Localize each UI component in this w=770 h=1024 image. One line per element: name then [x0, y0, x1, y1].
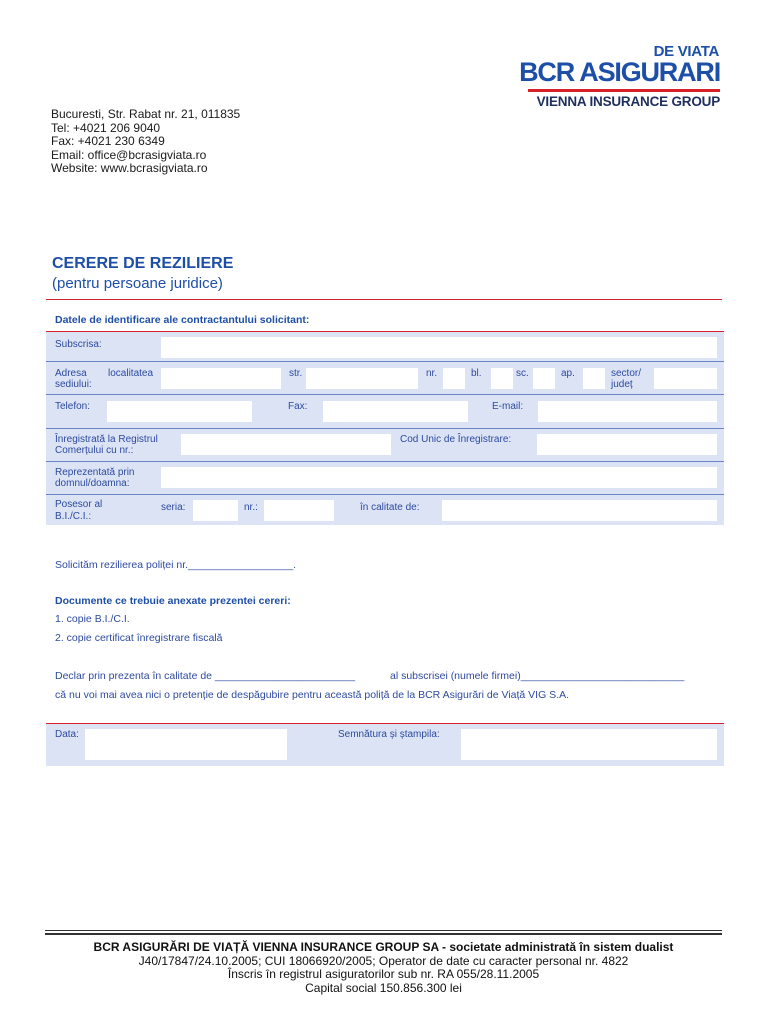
- row-separator: [46, 428, 724, 429]
- sc-input[interactable]: [533, 368, 555, 389]
- logo-sub-text: VIENNA INSURANCE GROUP: [536, 94, 720, 109]
- declaration-line1-part2: al subscrisei (numele firmei)____________________________: [390, 670, 685, 682]
- in-calitate-input[interactable]: [442, 500, 717, 521]
- footer-divider: [45, 930, 722, 931]
- ap-input[interactable]: [583, 368, 605, 389]
- reprezentata-input[interactable]: [161, 467, 717, 488]
- seria-input[interactable]: [193, 500, 238, 521]
- fax-input[interactable]: [323, 401, 468, 422]
- bi-nr-input[interactable]: [264, 500, 334, 521]
- semnatura-label: Semnătura și ștampila:: [338, 729, 440, 740]
- bi-nr-label: nr.:: [244, 502, 258, 513]
- contact-website: Website: www.bcrasigviata.ro: [51, 161, 208, 175]
- title-divider: [46, 299, 722, 300]
- str-input[interactable]: [306, 368, 418, 389]
- row-separator: [46, 394, 724, 395]
- footer-divider-thick: [45, 933, 722, 935]
- row-separator: [46, 461, 724, 462]
- ap-label: ap.: [561, 368, 575, 379]
- row-separator: [46, 361, 724, 362]
- bl-input[interactable]: [491, 368, 513, 389]
- bl-label: bl.: [471, 368, 482, 379]
- telefon-label: Telefon:: [55, 401, 91, 412]
- declaration-line2: că nu voi mai avea nici o pretenție de despăgubire pentru această poliță de la BCR Asigurări de Viață VIG S.A.: [55, 689, 570, 701]
- footer-company: BCR ASIGURĂRI DE VIAȚĂ VIENNA INSURANCE GROUP SA - societate administrată în sistem dualist: [93, 940, 674, 954]
- sector-label-line1: sector/: [611, 368, 642, 379]
- footer: [45, 941, 722, 995]
- identification-form: [46, 331, 724, 525]
- contact-fax: Fax: +4021 230 6349: [51, 134, 165, 148]
- registru-label-line2: Comerțului cu nr.:: [55, 445, 134, 456]
- telefon-input[interactable]: [107, 401, 252, 422]
- reprezentata-label-line2: domnul/doamna:: [55, 478, 130, 489]
- semnatura-input[interactable]: [461, 729, 717, 760]
- sc-label: sc.: [516, 368, 529, 379]
- document-item: 1. copie B.I./C.I.: [55, 613, 130, 625]
- logo-top-text: DE VIATA: [653, 43, 719, 60]
- fax-label: Fax:: [288, 401, 308, 412]
- request-text: Solicităm rezilierea poliței nr.__________________.: [55, 559, 297, 571]
- page-subtitle: (pentru persoane juridice): [52, 275, 223, 292]
- subscrisa-label: Subscrisa:: [55, 339, 102, 350]
- cod-unic-label: Cod Unic de Înregistrare:: [400, 434, 512, 445]
- data-input[interactable]: [85, 729, 287, 760]
- section-label: Datele de identificare ale contractantului solicitant:: [55, 314, 310, 326]
- page-title: CERERE DE REZILIERE: [52, 255, 234, 272]
- adresa-label-line2: sediului:: [55, 379, 92, 390]
- subscrisa-input[interactable]: [161, 337, 717, 358]
- email-input[interactable]: [538, 401, 717, 422]
- footer-capital: Capital social 150.856.300 lei: [305, 980, 462, 995]
- adresa-label-line1: Adresa: [55, 368, 87, 379]
- cod-unic-input[interactable]: [537, 434, 717, 455]
- contact-tel: Tel: +4021 206 9040: [51, 120, 161, 135]
- row-separator: [46, 494, 724, 495]
- nr-input[interactable]: [443, 368, 465, 389]
- sector-label-line2: județ: [611, 379, 633, 390]
- data-label: Data:: [55, 729, 79, 740]
- logo-divider: [528, 89, 720, 92]
- reprezentata-label-line1: Reprezentată prin: [55, 467, 135, 478]
- email-label: E-mail:: [492, 401, 524, 412]
- localitatea-label: localitatea: [108, 368, 154, 379]
- in-calitate-label: în calitate de:: [360, 502, 420, 513]
- str-label: str.: [289, 368, 303, 379]
- contact-address: Bucuresti, Str. Rabat nr. 21, 011835: [51, 107, 241, 121]
- registru-input[interactable]: [181, 434, 391, 455]
- registru-label-line1: Înregistrată la Registrul: [55, 434, 158, 445]
- footer-registry: Înscris în registrul asiguratorilor sub nr. RA 055/28.11.2005: [227, 967, 540, 981]
- signature-block: [46, 723, 724, 766]
- documents-title: Documente ce trebuie anexate prezentei cereri:: [55, 595, 291, 607]
- document-item: 2. copie certificat înregistrare fiscală: [55, 632, 223, 644]
- sector-input[interactable]: [654, 368, 717, 389]
- contact-block: [51, 108, 240, 176]
- declaration-line1-part1: Declar prin prezenta în calitate de ________________________: [55, 670, 356, 682]
- logo-main-text: BCR ASIGURARI: [519, 57, 720, 87]
- footer-registration: J40/17847/24.10.2005; CUI 18066920/2005; Operator de date cu caracter personal nr. 4822: [138, 953, 629, 968]
- contact-email: Email: office@bcrasigviata.ro: [51, 147, 207, 162]
- seria-label: seria:: [161, 502, 186, 513]
- localitatea-input[interactable]: [161, 368, 281, 389]
- posesor-label-line1: Posesor al: [55, 499, 103, 510]
- posesor-label-line2: B.I./C.I.:: [55, 511, 92, 522]
- nr-label: nr.: [426, 368, 438, 379]
